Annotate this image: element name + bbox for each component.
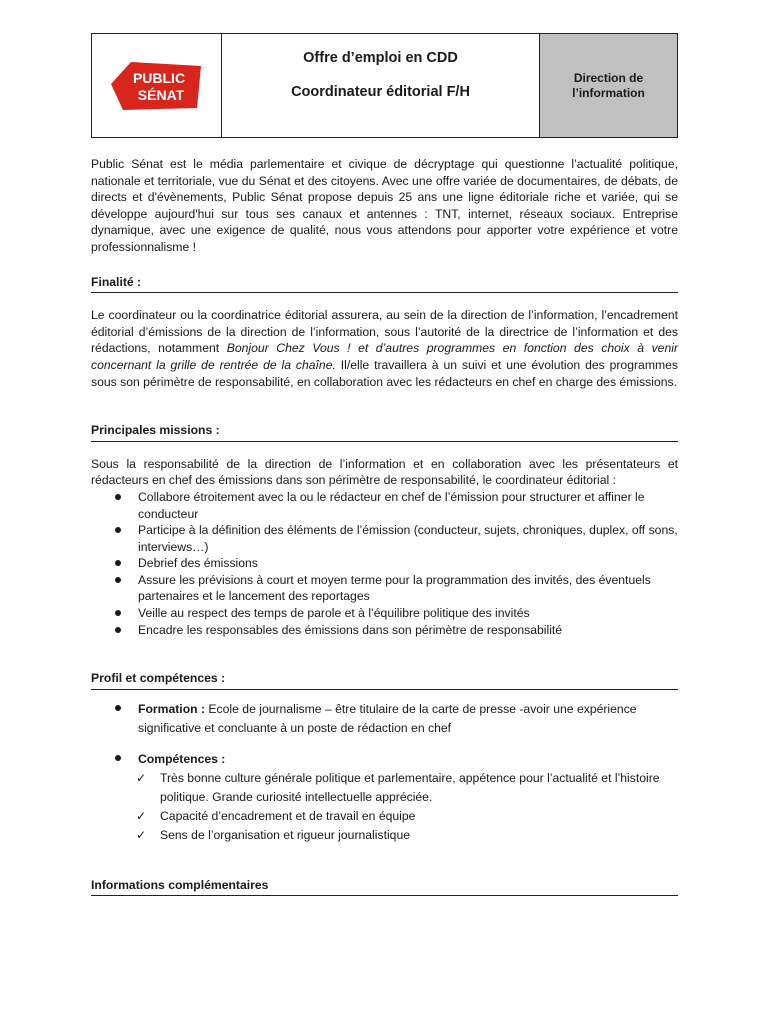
list-item: Veille au respect des temps de parole et à l’équilibre politique des invités (138, 605, 678, 622)
section-title-infos: Informations complémentaires (91, 877, 678, 897)
job-title: Coordinateur éditorial F/H (291, 83, 470, 100)
formation-label: Formation : (138, 701, 206, 716)
list-item: Debrief des émissions (138, 555, 678, 572)
competence-text: Très bonne culture générale politique et parlementaire, appétence pour l’actualité et l’histoire politique. Grande curiosité intellectuelle appréciée. (160, 770, 660, 804)
formation-text: Ecole de journalisme – être titulaire de la carte de presse -avoir une expérience significative et concluante à un poste de rédaction en chef (138, 701, 637, 735)
public-senat-logo (109, 58, 205, 112)
finalite-text-after: Il/elle travaillera à un suivi et une évolution des programmes sous son périmètre de responsabilité, en collaboration avec les rédacteurs en chef en charge des émissions. (91, 357, 679, 389)
list-item (138, 700, 678, 738)
title-cell (222, 34, 540, 137)
competences-list (91, 769, 678, 845)
list-item (138, 750, 678, 769)
competences-label: Compétences : (138, 751, 226, 766)
missions-list (91, 489, 678, 638)
department-line-1: Direction de (573, 70, 644, 85)
department-cell (540, 34, 677, 137)
document-page (91, 33, 678, 896)
list-item (136, 826, 678, 845)
finalite-paragraph (91, 307, 678, 390)
list-item: Encadre les responsables des émissions dans son périmètre de responsabilité (138, 622, 678, 639)
finalite-text-italic: Bonjour Chez Vous ! et d’autres programmes en fonction des choix à venir concernant la grille de rentrée de la chaîne. (91, 341, 678, 372)
logo-text-2: SÉNAT (137, 87, 185, 103)
check-icon: ✓ (136, 808, 147, 823)
profil-list (91, 700, 678, 769)
department-line-2: l’information (572, 85, 645, 100)
competence-text: Sens de l’organisation et rigueur journalistique (160, 827, 410, 842)
finalite-text-before: Le coordinateur ou la coordinatrice éditorial assurera, au sein de la direction de l’information, l’encadrement éditorial d’émissions de la direction de l’information, sous l’autorité de la directrice de l’information et des rédactions, notamment (91, 308, 678, 356)
section-title-missions: Principales missions : (91, 422, 678, 442)
list-item (136, 769, 678, 807)
list-item: Collabore étroitement avec la ou le rédacteur en chef de l’émission pour structurer et affiner le conducteur (138, 489, 678, 522)
list-item (136, 807, 678, 826)
competence-text: Capacité d’encadrement et de travail en équipe (160, 808, 416, 823)
check-icon: ✓ (136, 770, 147, 785)
list-item: Participe à la définition des éléments de l’émission (conducteur, sujets, chroniques, duplex, off sons, interviews…) (138, 523, 678, 554)
missions-intro: Sous la responsabilité de la direction de l’information et en collaboration avec les présentateurs et rédacteurs en chef des émissions dans son périmètre de responsabilité, le coordinateur éditorial : (91, 456, 678, 488)
logo-cell (92, 34, 222, 137)
check-icon: ✓ (136, 827, 147, 842)
section-title-finalite: Finalité : (91, 274, 678, 294)
section-title-profil: Profil et compétences : (91, 670, 678, 690)
header-table (91, 33, 678, 138)
intro-paragraph: Public Sénat est le média parlementaire et civique de décryptage qui questionne l’actualité politique, nationale et territoriale, vue du Sénat et des citoyens. Avec une offre variée de documentaires, de débats, de directs et d'évènements, Public Sénat propose depuis 25 ans une ligne éditoriale riche et variée, qui se développe aujourd'hui sur tous ses canaux et antennes : TNT, internet, réseaux sociaux. Entreprise dynamique, avec une exigence de qualité, nous vous attendons pour apporter votre expérience et votre professionnalisme ! (91, 157, 678, 254)
list-item: Assure les prévisions à court et moyen terme pour la programmation des invités, des éventuels partenaires et le lancement des reportages (138, 572, 678, 605)
logo-text-1: PUBLIC (132, 70, 186, 86)
document-title: Offre d’emploi en CDD (303, 50, 458, 66)
